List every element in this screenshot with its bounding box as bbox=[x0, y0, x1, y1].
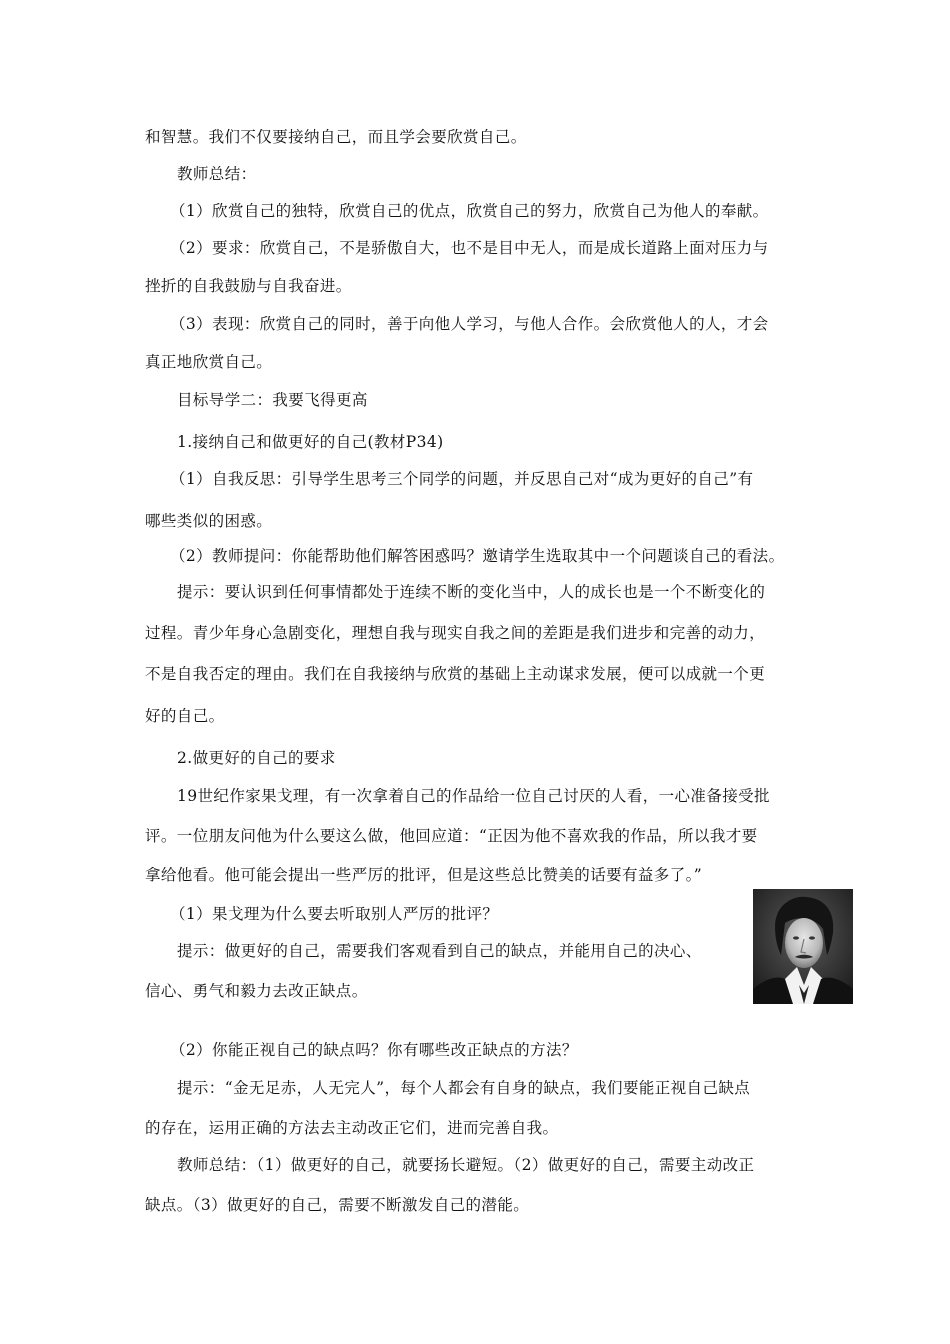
subsection-heading: 1.接纳自己和做更好的自己(教材P34) bbox=[177, 433, 444, 451]
text-line: 过程。青少年身心急剧变化，理想自我与现实自我之间的差距是我们进步和完善的动力， bbox=[145, 624, 766, 642]
text-line: 的存在，运用正确的方法去主动改正它们，进而完善自我。 bbox=[145, 1119, 559, 1137]
text-line: 哪些类似的困惑。 bbox=[145, 512, 273, 530]
text-line: 缺点。（3）做更好的自己，需要不断激发自己的潜能。 bbox=[145, 1196, 530, 1214]
section-heading: 目标导学二：我要飞得更高 bbox=[177, 391, 368, 409]
text-line: 信心、勇气和毅力去改正缺点。 bbox=[145, 982, 368, 1000]
text-line: （1）欣赏自己的独特，欣赏自己的优点，欣赏自己的努力，欣赏自己为他人的奉献。 bbox=[170, 202, 769, 220]
text-line: （1）自我反思：引导学生思考三个同学的问题，并反思自己对“成为更好的自己”有 bbox=[170, 470, 754, 488]
text-line: （2）你能正视自己的缺点吗？你有哪些改正缺点的方法？ bbox=[170, 1041, 578, 1059]
text-line: 19世纪作家果戈理，有一次拿着自己的作品给一位自己讨厌的人看，一心准备接受批 bbox=[177, 787, 770, 805]
text-line: 提示：要认识到任何事情都处于连续不断的变化当中，人的成长也是一个不断变化的 bbox=[177, 583, 766, 601]
text-line: 提示：“金无足赤，人无完人”，每个人都会有自身的缺点，我们要能正视自己缺点 bbox=[177, 1079, 751, 1097]
text-line: 评。一位朋友问他为什么要这么做，他回应道：“正因为他不喜欢我的作品，所以我才要 bbox=[145, 827, 758, 845]
text-line: 拿给他看。他可能会提出一些严厉的批评，但是这些总比赞美的话要有益多了。” bbox=[145, 866, 703, 884]
text-line: （2）要求：欣赏自己，不是骄傲自大，也不是目中无人，而是成长道路上面对压力与 bbox=[170, 239, 769, 257]
text-line: 挫折的自我鼓励与自我奋进。 bbox=[145, 277, 352, 295]
text-line: 真正地欣赏自己。 bbox=[145, 353, 273, 371]
text-line: 不是自我否定的理由。我们在自我接纳与欣赏的基础上主动谋求发展，便可以成就一个更 bbox=[145, 665, 766, 683]
subsection-heading: 2.做更好的自己的要求 bbox=[177, 749, 336, 767]
text-line: 和智慧。我们不仅要接纳自己，而且学会要欣赏自己。 bbox=[145, 128, 527, 146]
text-line: （3）表现：欣赏自己的同时，善于向他人学习，与他人合作。会欣赏他人的人，才会 bbox=[170, 315, 769, 333]
text-line: 提示：做更好的自己，需要我们客观看到自己的缺点，并能用自己的决心、 bbox=[177, 942, 702, 960]
text-line: （2）教师提问：你能帮助他们解答困惑吗？邀请学生选取其中一个问题谈自己的看法。 bbox=[170, 547, 785, 565]
text-line: 教师总结：（1）做更好的自己，就要扬长避短。（2）做更好的自己，需要主动改正 bbox=[177, 1156, 755, 1174]
portrait-illustration bbox=[753, 889, 853, 1004]
text-line: 教师总结： bbox=[177, 165, 257, 183]
portrait-image bbox=[753, 889, 853, 1004]
text-line: （1）果戈理为什么要去听取别人严厉的批评？ bbox=[170, 905, 499, 923]
text-line: 好的自己。 bbox=[145, 707, 225, 725]
